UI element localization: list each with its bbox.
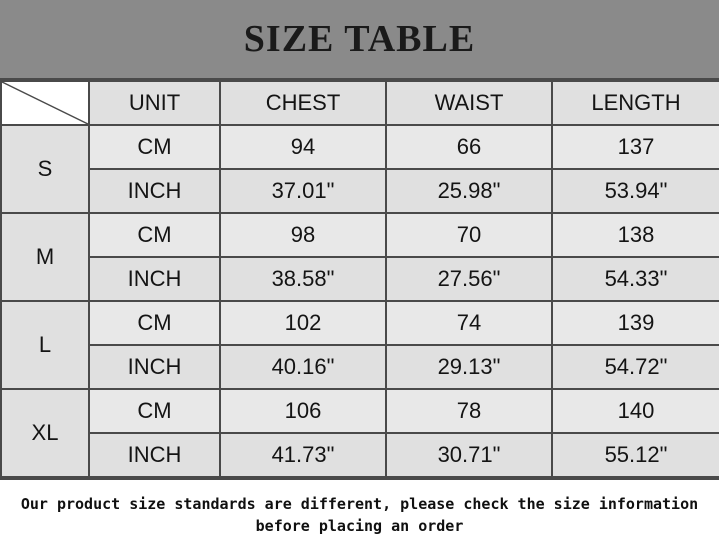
length-value: 54.33" [552, 257, 719, 301]
chest-value: 40.16" [220, 345, 386, 389]
table-row [1, 257, 719, 301]
chest-value: 38.58" [220, 257, 386, 301]
chest-value: 106 [220, 389, 386, 433]
table-row [1, 213, 719, 257]
length-value: 137 [552, 125, 719, 169]
unit-cell: CM [89, 389, 220, 433]
size-label-xl: XL [1, 389, 89, 477]
unit-cell: INCH [89, 169, 220, 213]
chest-value: 98 [220, 213, 386, 257]
table-header-row [1, 81, 719, 125]
length-value: 55.12" [552, 433, 719, 477]
waist-value: 74 [386, 301, 552, 345]
size-table [0, 80, 719, 478]
unit-cell: CM [89, 301, 220, 345]
corner-cell [1, 81, 89, 125]
table-row [1, 433, 719, 477]
chest-value: 94 [220, 125, 386, 169]
waist-value: 30.71" [386, 433, 552, 477]
table-row [1, 345, 719, 389]
title-bar [0, 0, 719, 80]
size-label-s: S [1, 125, 89, 213]
unit-cell: CM [89, 213, 220, 257]
unit-cell: CM [89, 125, 220, 169]
waist-value: 25.98" [386, 169, 552, 213]
unit-cell: INCH [89, 433, 220, 477]
waist-value: 29.13" [386, 345, 552, 389]
column-header-chest: CHEST [220, 81, 386, 125]
chest-value: 41.73" [220, 433, 386, 477]
length-value: 54.72" [552, 345, 719, 389]
footer-note-line-2: before placing an order [255, 517, 464, 535]
unit-cell: INCH [89, 345, 220, 389]
column-header-unit: UNIT [89, 81, 220, 125]
table-row [1, 125, 719, 169]
waist-value: 66 [386, 125, 552, 169]
size-label-l: L [1, 301, 89, 389]
table-row [1, 301, 719, 345]
chest-value: 37.01" [220, 169, 386, 213]
size-label-m: M [1, 213, 89, 301]
footer-note-line-1: Our product size standards are different, please check the size information [20, 495, 699, 514]
length-value: 139 [552, 301, 719, 345]
column-header-waist: WAIST [386, 81, 552, 125]
waist-value: 70 [386, 213, 552, 257]
waist-value: 27.56" [386, 257, 552, 301]
waist-value: 78 [386, 389, 552, 433]
length-value: 138 [552, 213, 719, 257]
table-row [1, 389, 719, 433]
length-value: 53.94" [552, 169, 719, 213]
chest-value: 102 [220, 301, 386, 345]
table-row [1, 169, 719, 213]
diagonal-divider-icon [2, 82, 88, 124]
unit-cell: INCH [89, 257, 220, 301]
length-value: 140 [552, 389, 719, 433]
page-title: SIZE TABLE [243, 18, 476, 60]
column-header-length: LENGTH [552, 81, 719, 125]
footer-note [0, 478, 719, 552]
